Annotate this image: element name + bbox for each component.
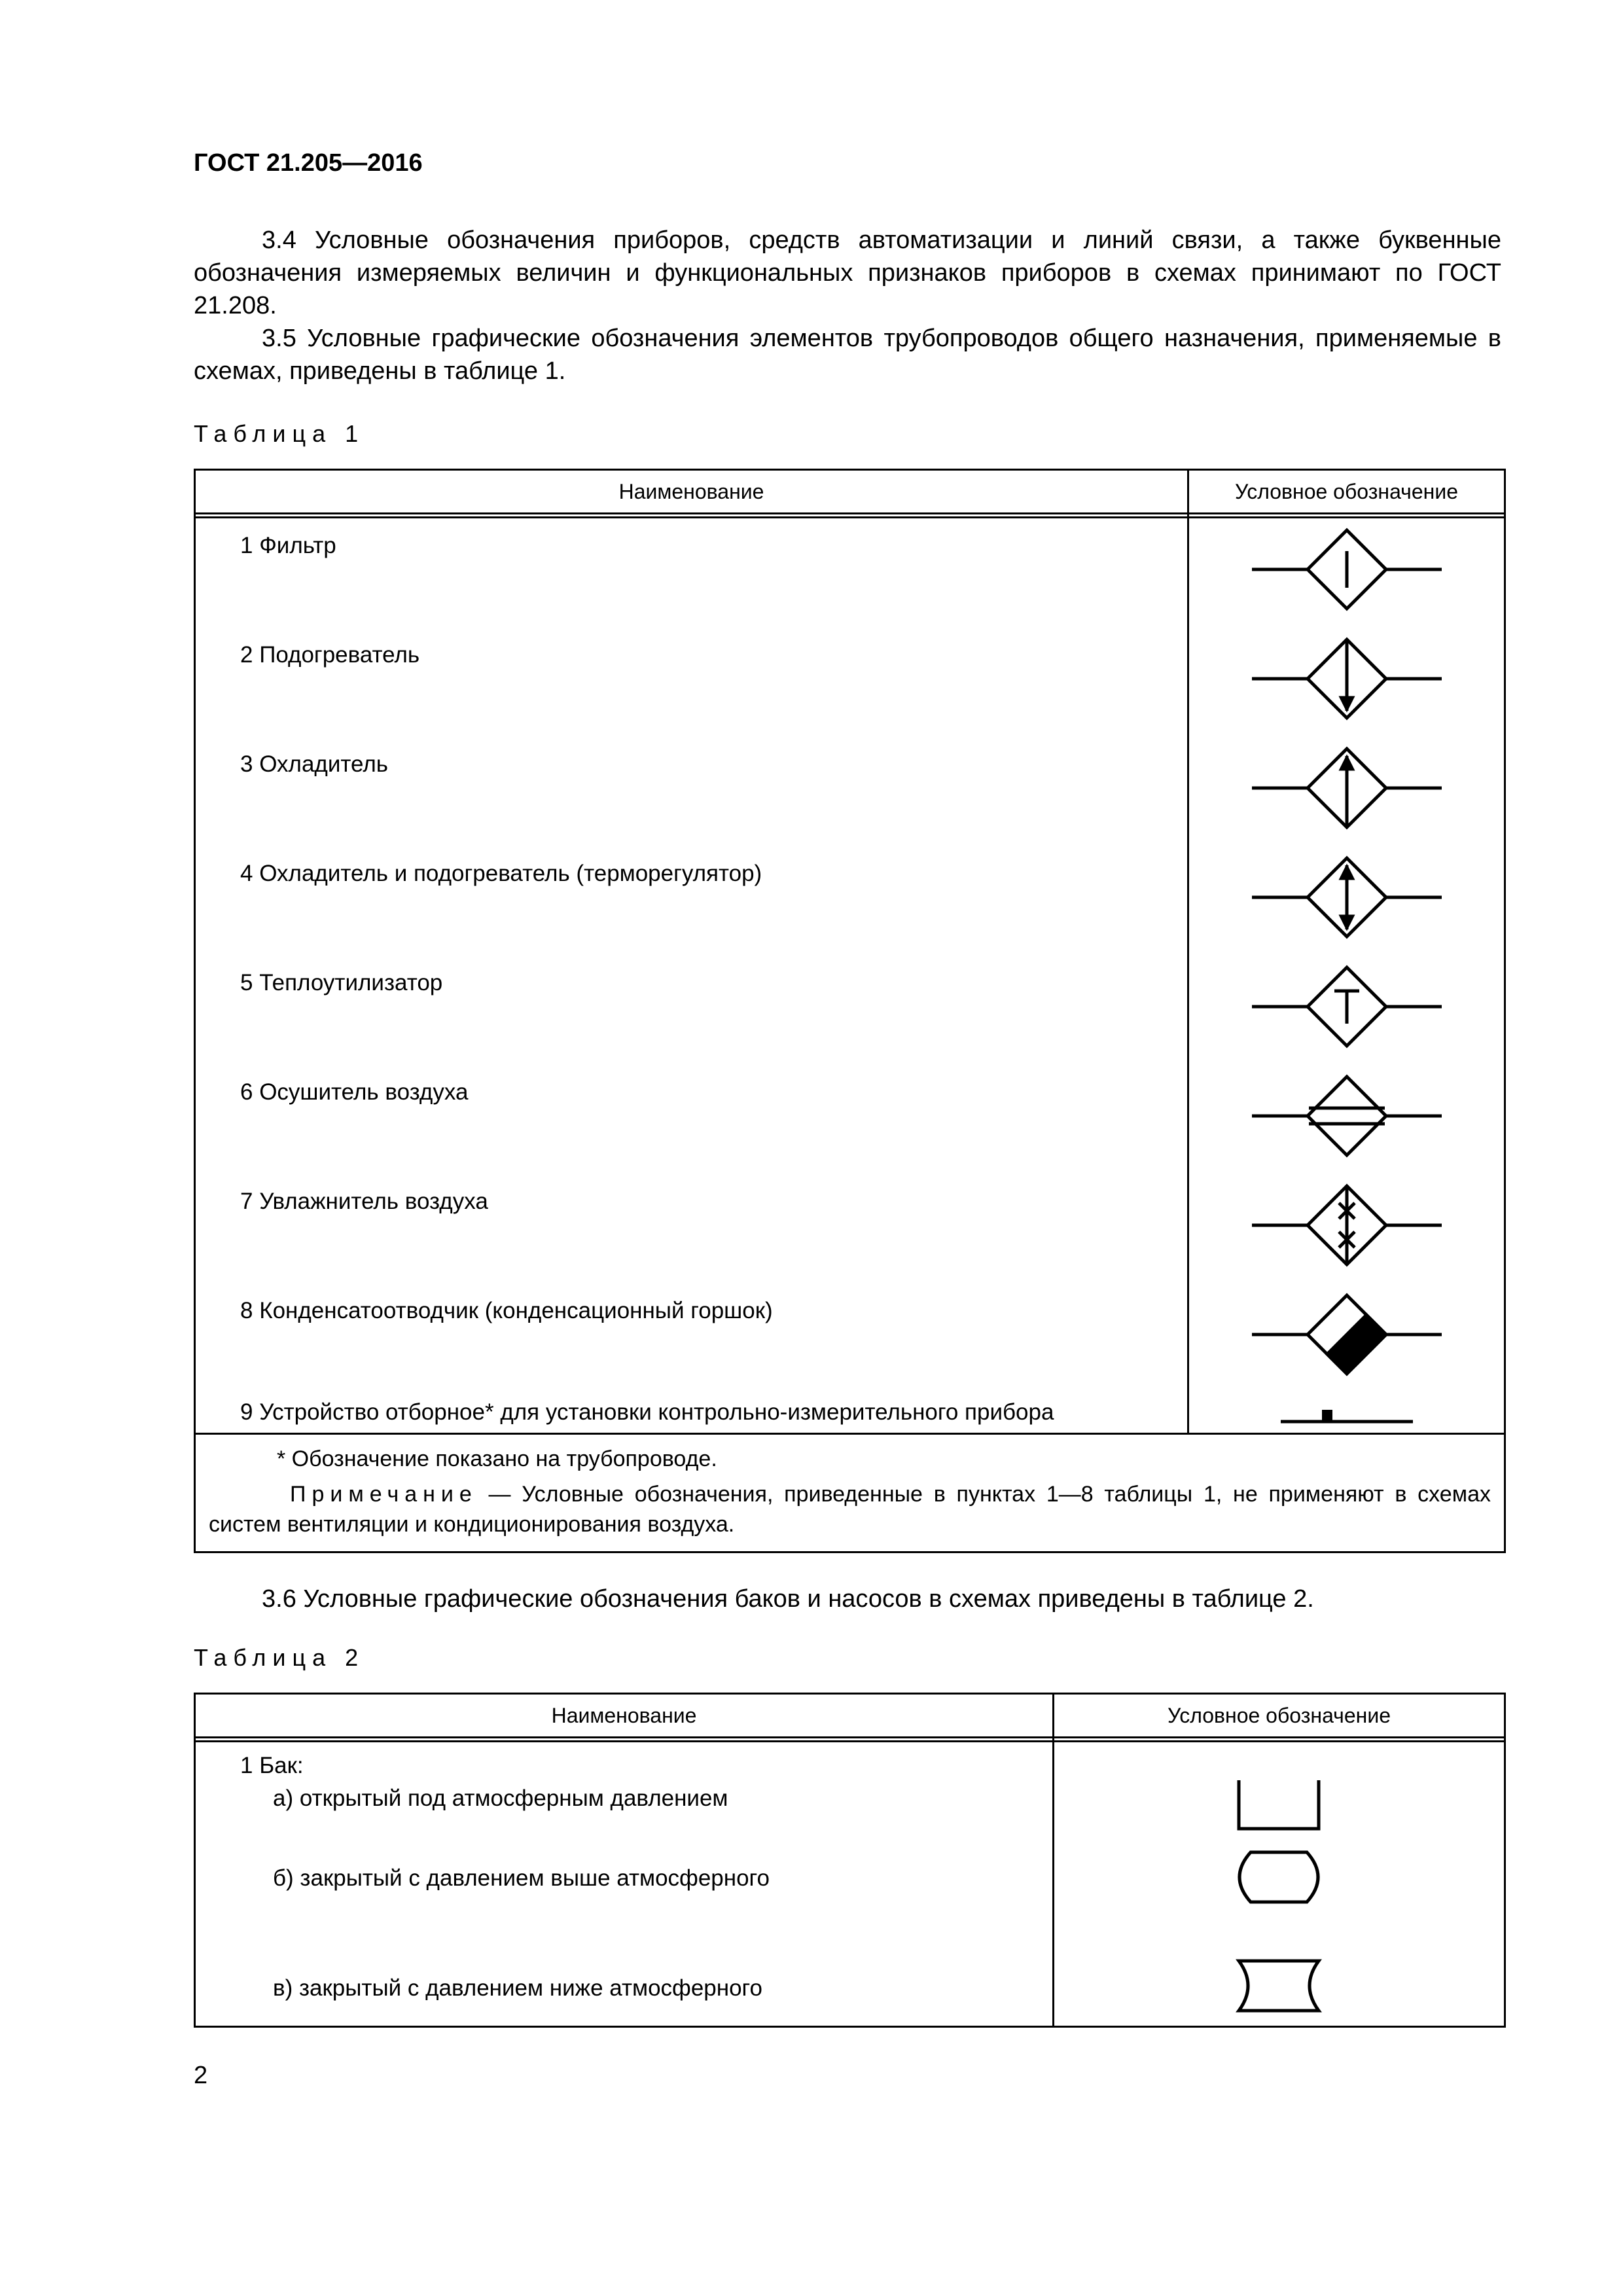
table-1-row-2: 2 Подогреватель — [240, 642, 420, 668]
heater-symbol — [1252, 639, 1442, 718]
steam-trap-symbol — [1252, 1295, 1442, 1374]
cooler-symbol — [1252, 749, 1442, 827]
filter-symbol — [1252, 530, 1442, 609]
table-1-footnotes — [195, 1434, 1505, 1552]
table-2-symbols-column — [1054, 1742, 1505, 2027]
sampling-device-symbol — [1281, 1410, 1413, 1422]
table-2-row-b: б) закрытый с давлением выше атмосферного — [273, 1865, 770, 1891]
table-1-row-7: 7 Увлажнитель воздуха — [240, 1189, 488, 1214]
table-2-header-symbol: Условное обозначение — [1054, 1694, 1505, 1738]
air-humidifier-symbol — [1252, 1186, 1442, 1265]
table-1-names-column — [195, 518, 1188, 1434]
table-1-row-8: 8 Конденсатоотводчик (конденсационный горшок) — [240, 1298, 773, 1323]
table-1-header-symbol: Условное обозначение — [1188, 470, 1505, 514]
table-1-row-3: 3 Охладитель — [240, 751, 388, 777]
paragraph-3-6: 3.6 Условные графические обозначения баков и насосов в схемах приведены в таблице 2. — [262, 1585, 1314, 1613]
table-1 — [194, 469, 1506, 1553]
table-2-group-label: 1 Бак: — [240, 1753, 304, 1778]
document-code: ГОСТ 21.205—2016 — [194, 149, 423, 177]
table-1-row-6: 6 Осушитель воздуха — [240, 1079, 469, 1105]
table-1-row-1: 1 Фильтр — [240, 533, 336, 558]
table-1-header-name: Наименование — [195, 470, 1188, 514]
table-2-row-a: а) открытый под атмосферным давлением — [273, 1785, 728, 1811]
heat-recovery-symbol — [1252, 967, 1442, 1046]
air-dryer-symbol — [1252, 1077, 1442, 1155]
table-1-symbol-drawings — [1189, 518, 1506, 1429]
table-2-caption: Таблица 2 — [194, 1644, 365, 1671]
table-2 — [194, 1693, 1506, 2028]
open-tank-symbol — [1239, 1780, 1319, 1829]
table-1-row-5: 5 Теплоутилизатор — [240, 970, 443, 996]
paragraph-3-5: 3.5 Условные графические обозначения элементов трубопроводов общего назначения, применяемые в схемах, приведены в таблице 1. — [194, 325, 1501, 385]
table-1-symbols-column — [1188, 518, 1505, 1434]
table-1-note — [209, 1479, 1491, 1539]
table-2-symbol-drawings — [1054, 1742, 1506, 2022]
table-2-header-name: Наименование — [195, 1694, 1054, 1738]
page-number: 2 — [194, 2062, 208, 2089]
table-2-row-c: в) закрытый с давлением ниже атмосферного — [273, 1975, 763, 2001]
table-1-footnote: * Обозначение показано на трубопроводе. — [277, 1446, 717, 1471]
table-1-row-9: 9 Устройство отборное* для установки контрольно-измерительного прибора — [240, 1399, 1054, 1425]
table-2-names-column — [195, 1742, 1054, 2027]
vacuum-tank-symbol — [1239, 1961, 1319, 2011]
thermoregulator-symbol — [1252, 858, 1442, 937]
table-1-row-4: 4 Охладитель и подогреватель (терморегулятор) — [240, 861, 762, 886]
table-1-note-label: Примечание — [290, 1482, 478, 1507]
table-1-note-text: — Условные обозначения, приведенные в пунктах 1—8 таблицы 1, не применяют в схемах систем вентиляции и кондиционирования воздуха. — [209, 1482, 1491, 1537]
table-1-caption: Таблица 1 — [194, 420, 365, 447]
paragraph-3-4: 3.4 Условные обозначения приборов, средств автоматизации и линий связи, а также буквенные обозначения измеряемых величин и функциональных признаков приборов в схемах принимают по ГОСТ 21.208. — [194, 226, 1501, 319]
pressurized-tank-symbol — [1240, 1852, 1318, 1902]
